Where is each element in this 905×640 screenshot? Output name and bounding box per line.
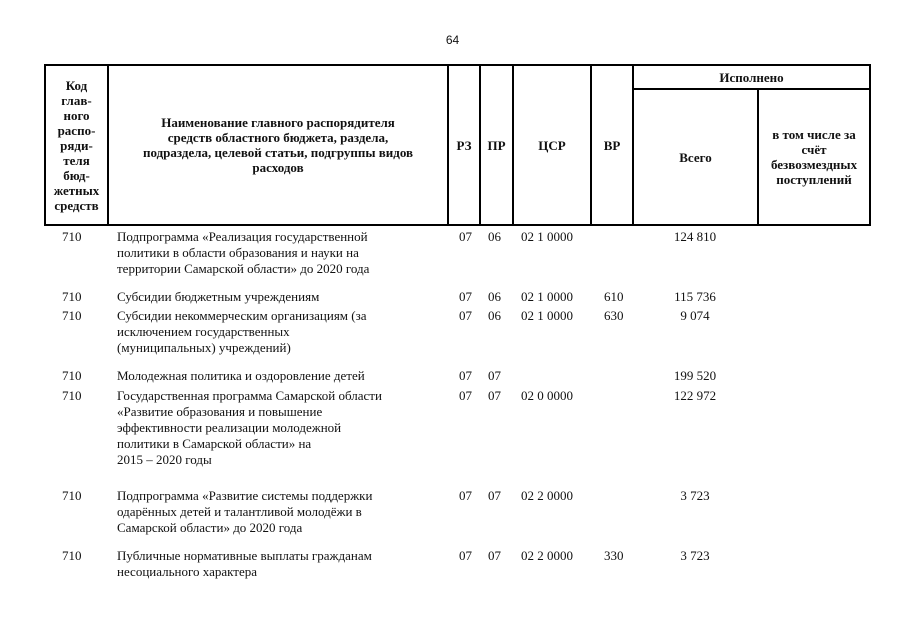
table-header: [44, 64, 871, 226]
cell-rz: 07: [459, 548, 472, 563]
cell-pr: 06: [488, 289, 501, 304]
cell-name-line: Субсидии бюджетным учреждениям: [117, 289, 320, 304]
cell-total: 199 520: [673, 368, 717, 383]
cell-csr: 02 0 0000: [521, 388, 573, 403]
cell-name-line: Самарской области» до 2020 года: [117, 520, 303, 535]
header-free-receipts: в том числе за счёт безвозмездных поступлений: [770, 127, 858, 187]
cell-name-line: территории Самарской области» до 2020 года: [117, 261, 370, 276]
cell-name: [117, 229, 447, 277]
cell-pr: 07: [488, 488, 501, 503]
header-vr: ВР: [603, 137, 621, 153]
cell-name-line: исключением государственных: [117, 324, 290, 339]
cell-name-line: (муниципальных) учреждений): [117, 340, 291, 355]
page-number: 64: [445, 33, 460, 47]
cell-name: [117, 388, 447, 468]
cell-rz: 07: [459, 308, 472, 323]
cell-name-line: эффективности реализации молодежной: [117, 420, 342, 435]
cell-name-line: политики в Самарской области» на: [117, 436, 312, 451]
cell-total: 124 810: [673, 229, 717, 244]
cell-code: 710: [62, 308, 82, 323]
header-code: Код глав- ного распо- ряди- теля бюд- жетных средств: [53, 77, 100, 213]
cell-name-line: «Развитие образования и повышение: [117, 404, 323, 419]
cell-name: [117, 368, 447, 384]
cell-rz: 07: [459, 388, 472, 403]
cell-name: [117, 308, 447, 356]
cell-code: 710: [62, 548, 82, 563]
cell-code: 710: [62, 388, 82, 403]
cell-name: [117, 548, 447, 580]
cell-name: [117, 289, 447, 305]
header-executed: Исполнено: [719, 69, 784, 85]
cell-pr: 07: [488, 388, 501, 403]
cell-code: 710: [62, 488, 82, 503]
cell-total: 9 074: [680, 308, 710, 323]
cell-csr: 02 2 0000: [521, 488, 573, 503]
cell-vr: 630: [604, 308, 624, 323]
cell-rz: 07: [459, 368, 472, 383]
cell-pr: 07: [488, 548, 501, 563]
cell-vr: 330: [604, 548, 624, 563]
cell-name: [117, 488, 447, 536]
header-bottom-border: [44, 224, 871, 226]
cell-pr: 06: [488, 308, 501, 323]
cell-name-line: Публичные нормативные выплаты гражданам: [117, 548, 372, 563]
cell-name-line: несоциального характера: [117, 564, 257, 579]
cell-csr: 02 1 0000: [521, 308, 573, 323]
cell-name-line: политики в области образования и науки на: [117, 245, 359, 260]
cell-csr: 02 2 0000: [521, 548, 573, 563]
cell-code: 710: [62, 368, 82, 383]
cell-total: 3 723: [680, 548, 710, 563]
cell-total: 115 736: [674, 289, 716, 304]
header-name: Наименование главного распорядителя средств областного бюджета, раздела, подраздела, целевой статьи, подгруппы видов расходов: [142, 115, 414, 175]
header-total: Всего: [679, 149, 712, 165]
header-pr: ПР: [487, 137, 506, 153]
cell-name-line: Подпрограмма «Реализация государственной: [117, 229, 368, 244]
cell-code: 710: [62, 229, 82, 244]
cell-pr: 06: [488, 229, 501, 244]
cell-name-line: 2015 – 2020 годы: [117, 452, 212, 467]
cell-total: 122 972: [673, 388, 717, 403]
cell-code: 710: [62, 289, 82, 304]
cell-name-line: Государственная программа Самарской области: [117, 388, 382, 403]
header-rz: РЗ: [456, 137, 472, 153]
cell-name-line: Подпрограмма «Развитие системы поддержки: [117, 488, 373, 503]
cell-total: 3 723: [680, 488, 710, 503]
cell-name-line: Субсидии некоммерческим организациям (за: [117, 308, 367, 323]
cell-rz: 07: [459, 488, 472, 503]
cell-name-line: Молодежная политика и оздоровление детей: [117, 368, 365, 383]
cell-rz: 07: [459, 229, 472, 244]
cell-csr: 02 1 0000: [521, 229, 573, 244]
cell-name-line: одарённых детей и талантливой молодёжи в: [117, 504, 362, 519]
cell-csr: 02 1 0000: [521, 289, 573, 304]
header-csr: ЦСР: [538, 137, 566, 153]
cell-pr: 07: [488, 368, 501, 383]
cell-rz: 07: [459, 289, 472, 304]
cell-vr: 610: [604, 289, 624, 304]
